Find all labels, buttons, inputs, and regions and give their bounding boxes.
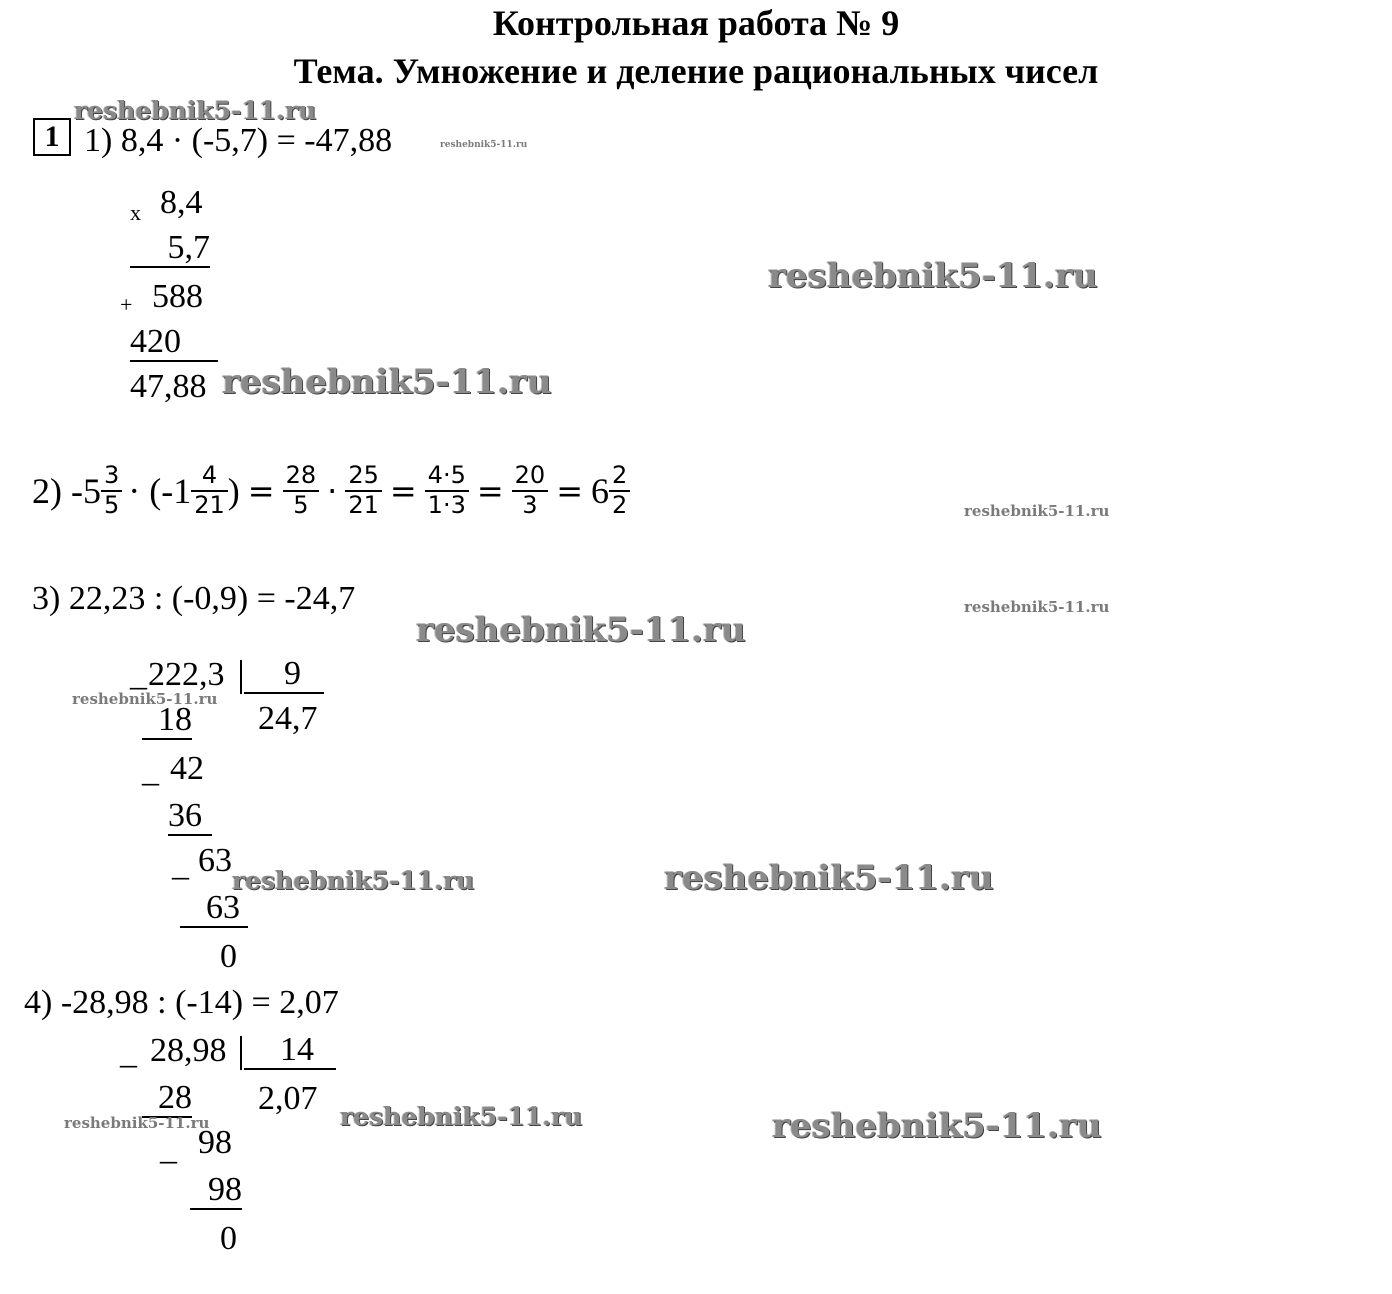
watermark: reshebnik5-11.ru: [964, 598, 1110, 616]
watermark: reshebnik5-11.ru: [74, 96, 317, 125]
problem-1-expression: 1) 8,4 · (-5,7) = -47,88: [84, 122, 393, 159]
dot-operator: ·: [327, 471, 338, 510]
final-remainder-2: 0: [220, 1220, 237, 1257]
watermark: reshebnik5-11.ru: [232, 866, 475, 895]
fraction-2-2: $\frac{2}{2}$: [609, 462, 630, 519]
fraction-20-3: $\frac{20}{3}$: [512, 462, 549, 519]
p2-middle: · (-1: [128, 470, 192, 511]
equals-1: =: [247, 471, 275, 510]
divisor-2: 14: [244, 1032, 336, 1070]
watermark: reshebnik5-11.ru: [72, 690, 218, 708]
fraction-3-5: $\frac{3}{5}$: [101, 462, 122, 519]
plus-sign: +: [120, 292, 133, 317]
watermark: reshebnik5-11.ru: [664, 858, 994, 898]
fraction-25-21: $\frac{25}{21}$: [345, 462, 382, 519]
partial-product-1: 588: [152, 278, 203, 315]
remainder-1: 42: [170, 750, 204, 787]
watermark: reshebnik5-11.ru: [772, 1106, 1102, 1146]
dividend: 222,3: [148, 656, 225, 693]
watermark: reshebnik5-11.ru: [222, 362, 552, 402]
division-minus-3: _: [172, 846, 189, 883]
problem-4-expression: 4) -28,98 : (-14) = 2,07: [24, 984, 339, 1021]
page-title: Контрольная работа № 9: [492, 3, 900, 43]
subtrahend-1: 18: [142, 702, 192, 740]
subtrahend-3: 63: [180, 890, 248, 928]
divisor: 9: [244, 656, 324, 694]
final-remainder: 0: [220, 938, 237, 975]
watermark: reshebnik5-11.ru: [64, 1114, 210, 1132]
partial-product-2: 420: [130, 324, 218, 362]
mixed-whole: 6: [591, 470, 610, 511]
division-minus-2: _: [142, 752, 159, 789]
dividend-2: 28,98: [150, 1032, 227, 1069]
problem-2-expression: [32, 462, 630, 519]
equals-4: =: [556, 471, 584, 510]
equals-2: =: [389, 471, 417, 510]
watermark: reshebnik5-11.ru: [768, 256, 1098, 296]
quotient-2: 2,07: [258, 1080, 318, 1117]
problem-3-expression: 3) 22,23 : (-0,9) = -24,7: [32, 580, 356, 617]
watermark: reshebnik5-11.ru: [416, 610, 746, 650]
page-subtitle: Тема. Умножение и деление рациональных чисел: [293, 51, 1099, 91]
division-minus-1: _: [130, 656, 147, 693]
p2-label: 2) -5: [32, 470, 101, 511]
equals-3: =: [476, 471, 504, 510]
p2-close: ): [227, 470, 240, 511]
task-number-box: 1: [33, 118, 71, 156]
watermark: reshebnik5-11.ru: [340, 1102, 583, 1131]
factor-1: 8,4: [160, 184, 203, 221]
subtrahend-4: 28: [142, 1080, 192, 1118]
fraction-4x5-1x3: $\frac{4\cdot 5}{1\cdot 3}$: [425, 462, 469, 519]
multiply-sign: x: [130, 200, 141, 225]
watermark: reshebnik5-11.ru: [964, 502, 1110, 520]
division-bar: [240, 660, 242, 694]
division-minus-5: _: [160, 1130, 177, 1167]
watermark: reshebnik5-11.ru: [440, 140, 528, 150]
division-minus-4: _: [120, 1034, 137, 1071]
fraction-28-5: $\frac{28}{5}$: [283, 462, 320, 519]
factor-2: 5,7: [130, 230, 210, 268]
division-bar-2: [240, 1036, 242, 1070]
fraction-4-21: $\frac{4}{21}$: [191, 462, 228, 519]
subtrahend-5: 98: [190, 1172, 242, 1210]
remainder-2: 63: [198, 842, 232, 879]
quotient: 24,7: [258, 700, 318, 737]
remainder-3: 98: [198, 1124, 232, 1161]
subtrahend-2: 36: [168, 798, 212, 836]
product-result: 47,88: [130, 368, 207, 405]
